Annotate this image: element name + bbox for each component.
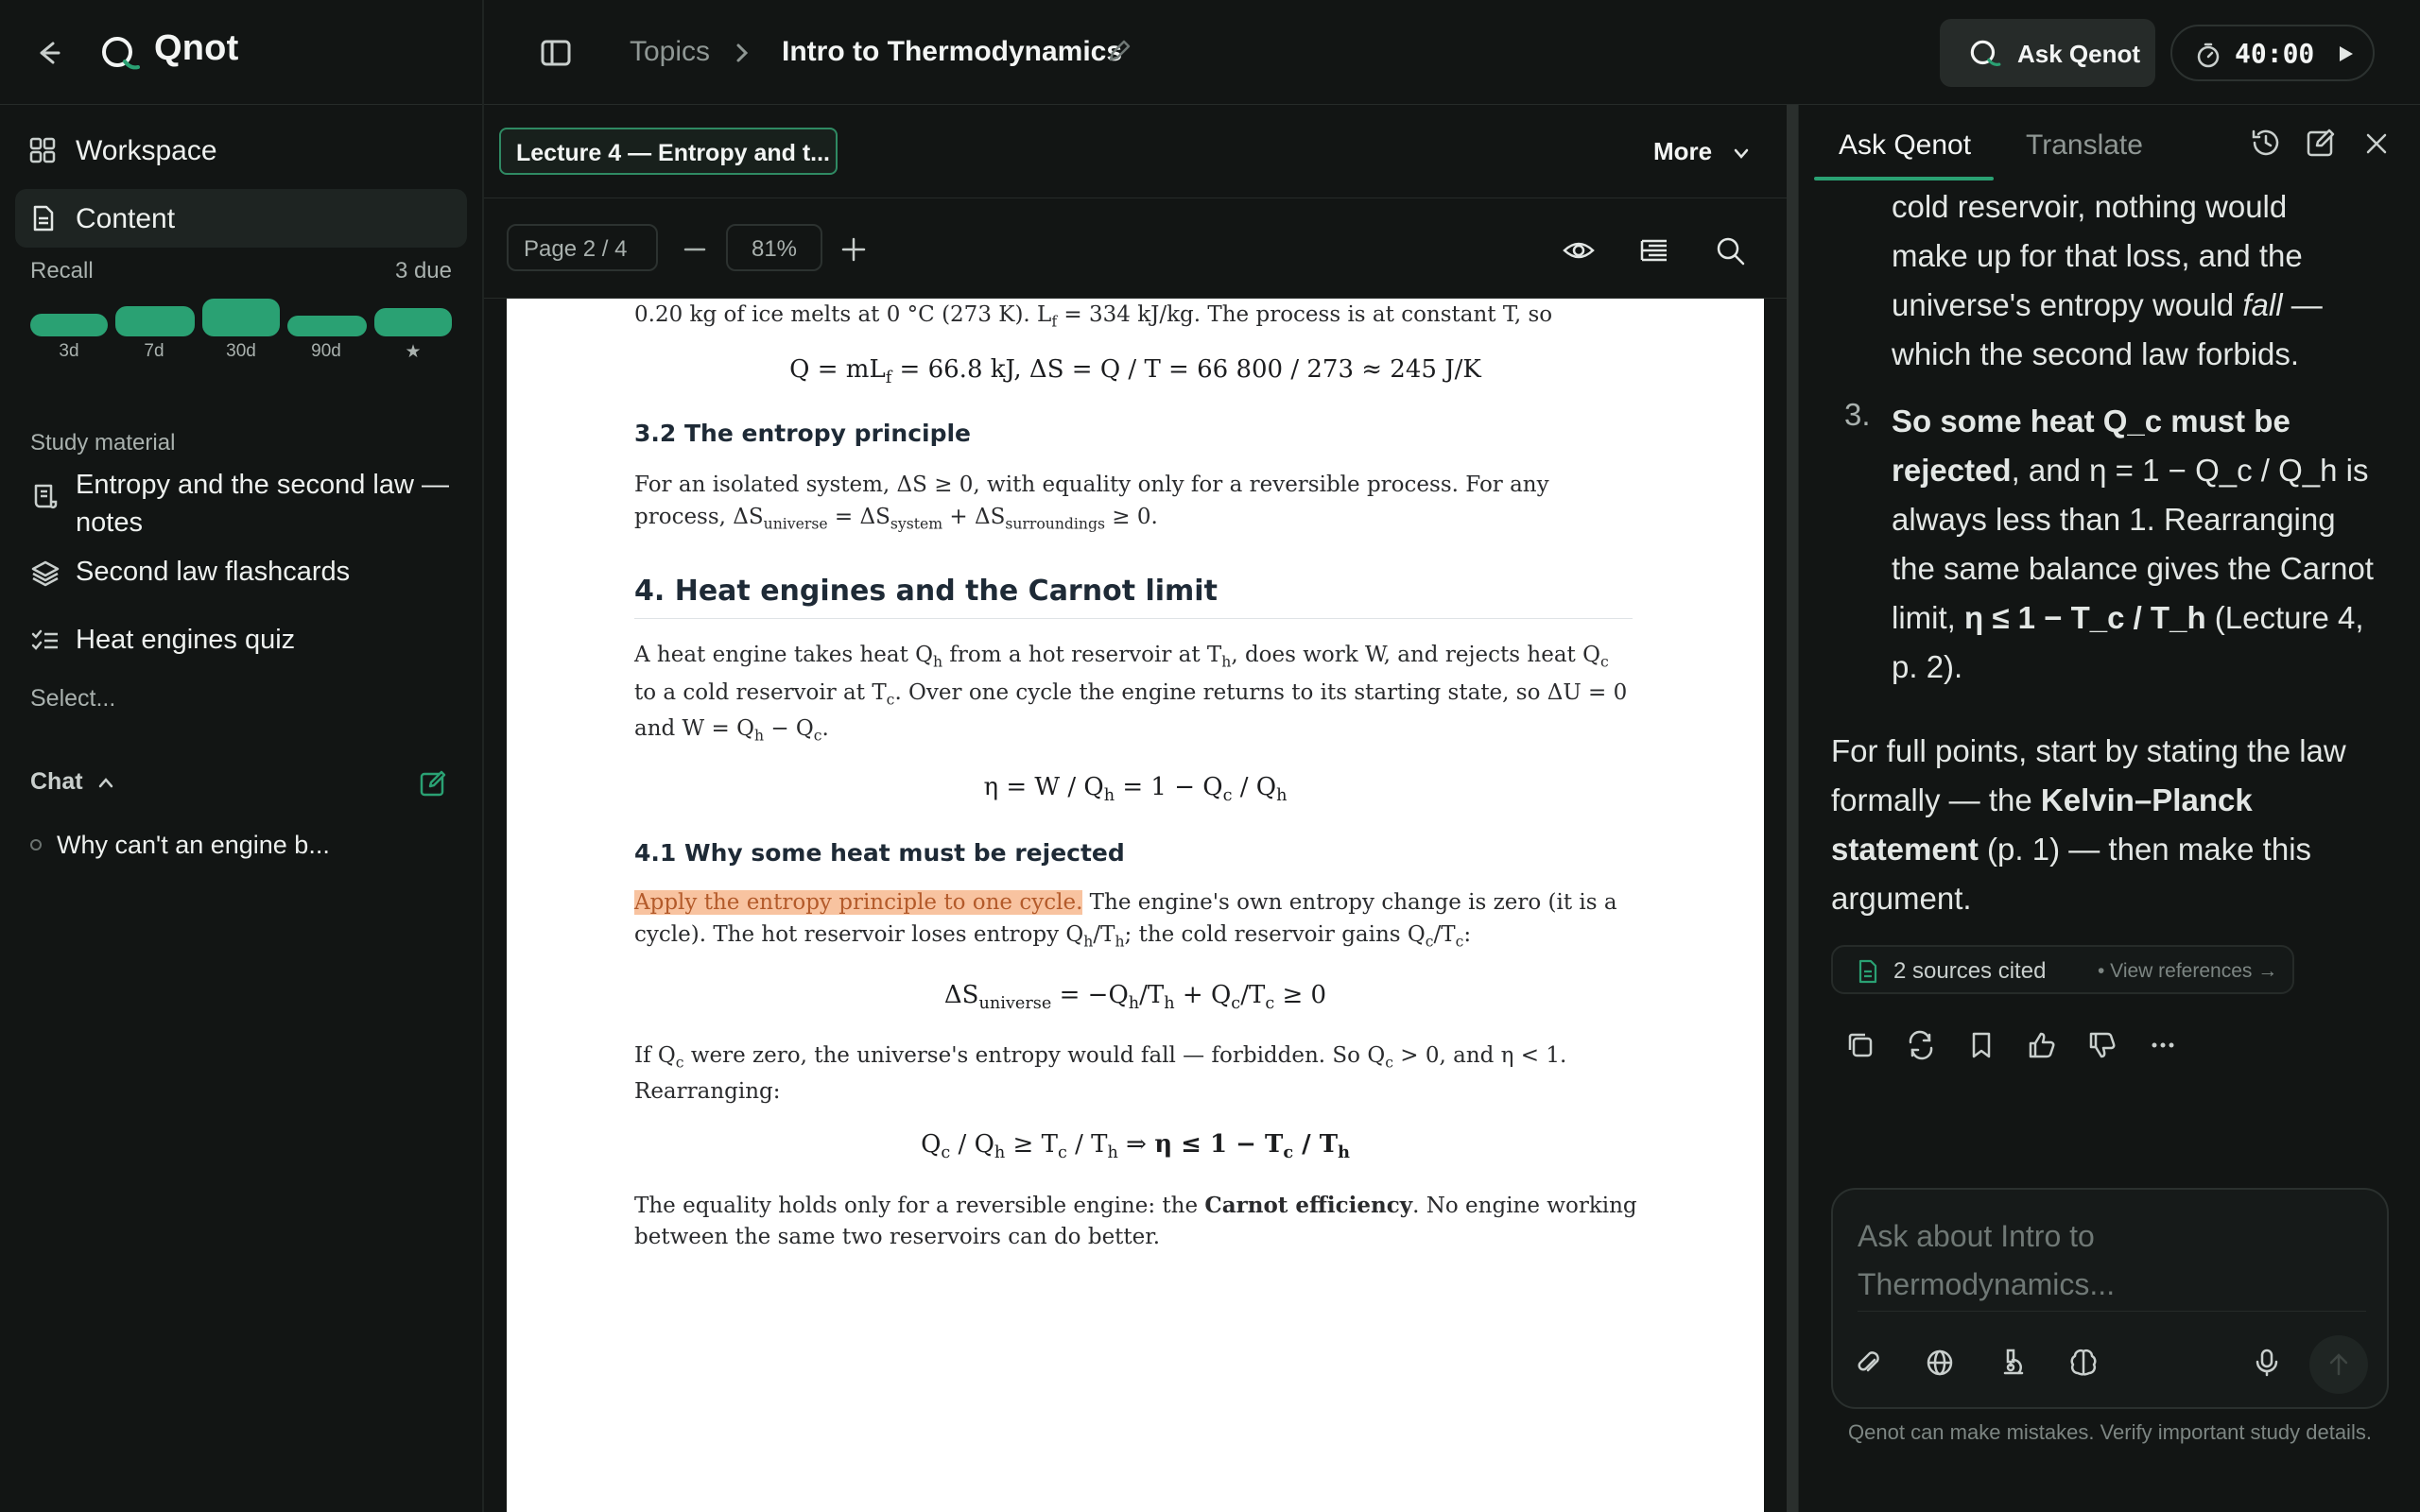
divider [1858, 1311, 2366, 1312]
assistant-panel [1798, 105, 2420, 1512]
recall-interval-star[interactable] [374, 308, 452, 336]
recall-interval-3d[interactable] [30, 314, 108, 336]
document-tab[interactable] [499, 128, 838, 175]
thumbs-down-icon[interactable] [2086, 1029, 2118, 1061]
ask-qenot-button[interactable] [1940, 19, 2155, 87]
thumbs-up-icon[interactable] [2026, 1029, 2058, 1061]
recall-tick: 3d [59, 341, 79, 361]
document-page [507, 299, 1764, 1512]
study-timer[interactable] [2170, 25, 2375, 81]
sidebar [0, 105, 482, 1512]
page-line: between the same two reservoirs can do better. [634, 1225, 1161, 1249]
section-heading: 4. Heat engines and the Carnot limit [634, 575, 1218, 608]
page-line: cycle). The hot reservoir loses entropy $Q_h/T_h$; the cold reservoir gains $Q_c/T_c$: [634, 922, 1472, 951]
material-item-flashcards[interactable] [28, 553, 463, 591]
scrollbar[interactable] [1787, 105, 1798, 1512]
chat-item-label: Why can't an engine b... [57, 831, 330, 859]
sidebar-toggle-icon[interactable] [539, 36, 573, 70]
sidebar-item-label: Workspace [76, 135, 217, 166]
page-line: A heat engine takes heat $Q_h$ from a hot reservoir at $T_h$, does work W, and rejects heat $Q_c$ [634, 643, 1609, 671]
page-line: Rearranging: [634, 1079, 781, 1104]
answer-text: For full points, start by stating the law formally — the Kelvin–Planck statement (p. 1) — then make this argument. [1831, 733, 2346, 916]
material-item-notes[interactable] [28, 466, 463, 541]
recall-tick: 30d [226, 341, 256, 361]
brain-icon[interactable] [2067, 1347, 2100, 1379]
recall-interval-90d[interactable] [287, 316, 367, 336]
document-icon [1856, 959, 1880, 984]
study-material-label: Study material [30, 430, 176, 455]
tab-ask-qenot[interactable]: Ask Qenot [1839, 129, 1972, 161]
equation: $\eta = W / Q_h = 1 - Q_c / Q_h$ [983, 773, 1288, 806]
search-icon[interactable] [1713, 233, 1747, 267]
active-tab-indicator [1814, 177, 1994, 180]
equation: $Q = mL_f = 66.8$ kJ, ΔS = Q / T = 66 800 / 273 ≈ 245 J/K [789, 355, 1481, 388]
microscope-icon[interactable] [1996, 1347, 2028, 1379]
chat-section-label[interactable]: Chat [30, 768, 83, 795]
stopwatch-icon [2195, 42, 2221, 68]
regenerate-icon[interactable] [1905, 1029, 1937, 1061]
recall-due-count: 3 due [394, 258, 452, 284]
breadcrumb-title[interactable]: Intro to Thermodynamics [782, 36, 1123, 67]
scroll-icon [30, 481, 60, 511]
breadcrumb-topics[interactable]: Topics [630, 36, 711, 67]
checklist-icon [30, 627, 60, 657]
page-line: process, $\Delta S_{universe} = \Delta S_{system} + \Delta S_{surroundings} \ge 0$. [634, 505, 1158, 533]
zoom-level[interactable] [726, 224, 822, 271]
bookmark-icon[interactable] [1965, 1029, 1997, 1061]
select-material-link[interactable]: Select... [30, 685, 116, 712]
answer-text: cold reservoir, nothing would make up for that loss, and the universe's entropy would fall — which the second law forbids. [1892, 189, 2323, 371]
page-line: to a cold reservoir at $T_c$. Over one cycle the engine returns to its starting state, so ΔU = 0 [634, 680, 1628, 709]
material-label: Entropy and the second law — notes [76, 470, 449, 538]
copy-icon[interactable] [1844, 1029, 1876, 1061]
recall-interval-30d[interactable] [202, 299, 280, 336]
page-indicator[interactable] [507, 224, 658, 271]
grid-icon [28, 136, 57, 164]
history-icon[interactable] [2249, 126, 2283, 160]
highlighted-text[interactable]: Apply the entropy principle to one cycle. [634, 890, 1083, 915]
zoom-value: 81% [751, 236, 798, 262]
chevron-right-icon [732, 40, 752, 66]
recall-tick: ★ [405, 342, 422, 362]
disclaimer-text: Qenot can make mistakes. Verify important study details. [1848, 1420, 2372, 1444]
send-button[interactable] [2309, 1335, 2368, 1394]
globe-icon[interactable] [1924, 1347, 1956, 1379]
attach-icon[interactable] [1852, 1347, 1884, 1379]
ask-qenot-label: Ask Qenot [2017, 40, 2141, 68]
equation: $Q_c / Q_h \ge T_c / T_h$ ⇒ $\eta \le 1 - T_c / T_h$ [921, 1130, 1350, 1163]
chevron-down-icon[interactable] [1730, 143, 1753, 163]
page-line: For an isolated system, ΔS ≥ 0, with equality only for a reversible process. For any [634, 472, 1549, 497]
compose-icon[interactable] [2304, 126, 2338, 160]
chat-composer[interactable] [1831, 1188, 2389, 1409]
page-indicator-label: Page 2 / 4 [524, 236, 628, 262]
more-icon[interactable] [2147, 1029, 2179, 1061]
recall-tick: 7d [144, 341, 164, 361]
top-bar [0, 0, 2420, 105]
eye-icon[interactable] [1562, 233, 1596, 267]
recall-tick: 90d [311, 341, 341, 361]
zoom-out-icon[interactable] [683, 237, 707, 262]
material-label: Second law flashcards [76, 557, 351, 587]
recall-interval-7d[interactable] [115, 306, 195, 336]
close-icon[interactable] [2362, 129, 2391, 158]
tab-translate[interactable]: Translate [2026, 129, 2143, 161]
arrow-up-icon [2325, 1351, 2352, 1378]
chat-history-item[interactable] [28, 827, 463, 865]
page-line: and $W = Q_h - Q_c$. [634, 716, 829, 745]
timer-value: 40:00 [2235, 38, 2315, 69]
answer-list-item: So some heat Q_c must be rejected, and η = 1 − Q_c / Q_h is always less than 1. Rearranging the same balance gives the Carnot limit, η ≤ 1 − T_c / T_h (Lecture 4, p. 2). [1892, 404, 2374, 684]
section-heading: 4.1 Why some heat must be rejected [634, 839, 1125, 867]
outline-icon[interactable] [1637, 233, 1671, 267]
document-tab-label: Lecture 4 — Entropy and t... [516, 140, 830, 166]
section-heading: 3.2 The entropy principle [634, 420, 972, 447]
app-name: Qnot [154, 28, 239, 68]
divider [634, 618, 1633, 619]
logo-icon [1966, 36, 2002, 72]
back-arrow-icon[interactable] [28, 34, 66, 72]
document-icon [28, 204, 57, 232]
new-chat-icon[interactable] [418, 768, 448, 799]
layers-icon [30, 558, 60, 589]
page-line: If $Q_c$ were zero, the universe's entropy would fall — forbidden. So $Q_c > 0$, and η < 1. [634, 1043, 1567, 1072]
equation: $\Delta S_{universe} = -Q_h/T_h + Q_c/T_c \ge 0$ [943, 981, 1327, 1014]
sources-count: 2 sources cited [1893, 958, 2047, 984]
pencil-icon[interactable] [1106, 38, 1132, 64]
page-line: The equality holds only for a reversible engine: the Carnot efficiency. No engine working [634, 1193, 1637, 1218]
microphone-icon[interactable] [2251, 1347, 2283, 1379]
sources-cited-pill[interactable] [1831, 945, 2294, 994]
recall-label: Recall [30, 258, 94, 284]
chevron-up-icon[interactable] [95, 772, 117, 793]
page-line: Apply the entropy principle to one cycle. The engine's own entropy change is zero (it is a [634, 890, 1617, 915]
list-number: 3. [1844, 397, 1871, 432]
page-line: 0.20 kg of ice melts at 0 °C (273 K). $L_f = 334$ kJ/kg. The process is at constant T, so [634, 302, 1553, 331]
more-button[interactable]: More [1653, 137, 1713, 165]
status-dot-icon [30, 839, 42, 850]
composer-placeholder[interactable]: Ask about Intro to Thermodynamics... [1858, 1219, 2116, 1301]
logo-icon [96, 31, 142, 77]
material-item-quiz[interactable] [28, 621, 463, 659]
sidebar-item-label: Content [76, 203, 176, 234]
play-icon[interactable] [2335, 43, 2356, 64]
sidebar-item-content[interactable] [15, 189, 467, 248]
material-label: Heat engines quiz [76, 625, 296, 655]
zoom-in-icon[interactable] [839, 235, 868, 264]
view-references-link[interactable]: • View references → [2098, 960, 2278, 982]
sidebar-item-workspace[interactable] [15, 121, 467, 180]
